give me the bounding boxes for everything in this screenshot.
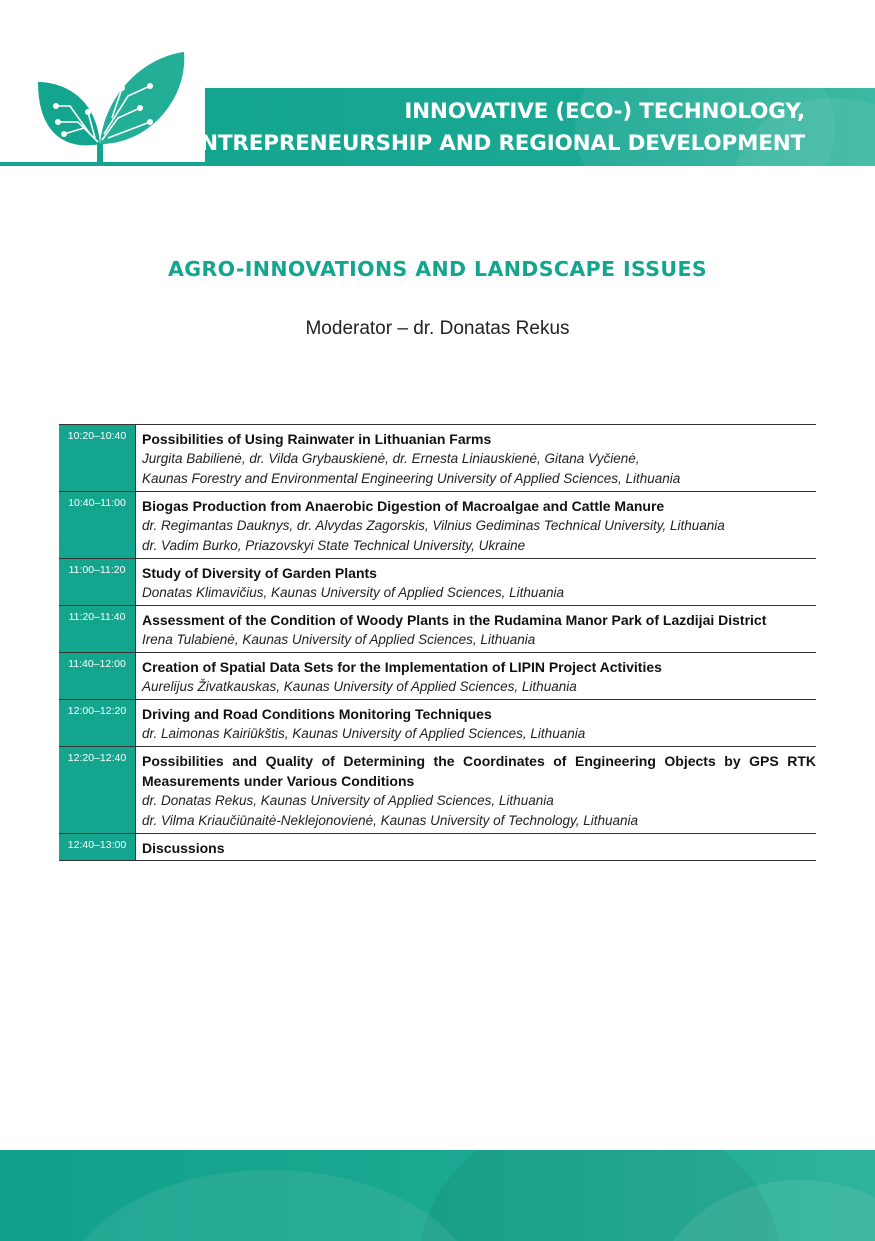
talk-authors: dr. Donatas Rekus, Kaunas University of Applied Sciences, Lithuania [142, 793, 554, 808]
talk-title: Possibilities and Quality of Determining the Coordinates of Engineering Objects by GPS RTK Measurements under Various Conditions [142, 753, 816, 789]
talk-authors: dr. Laimonas Kairiūkštis, Kaunas University of Applied Sciences, Lithuania [142, 726, 586, 741]
talk-details [136, 653, 817, 700]
time-slot: 11:20–11:40 [59, 606, 136, 653]
time-slot: 10:20–10:40 [59, 425, 136, 492]
schedule-row [59, 747, 816, 834]
conference-title [186, 96, 805, 160]
schedule-row [59, 425, 816, 492]
time-slot: 12:40–13:00 [59, 834, 136, 861]
talk-title: Biogas Production from Anaerobic Digestion of Macroalgae and Cattle Manure [142, 498, 665, 514]
time-slot: 12:20–12:40 [59, 747, 136, 834]
moderator: Moderator – dr. Donatas Rekus [305, 318, 570, 339]
talk-authors: Jurgita Babilienė, dr. Vilda Grybauskienė, dr. Ernesta Liniauskienė, Gitana Vyčienė, [142, 451, 640, 466]
talk-details [136, 834, 817, 861]
talk-details [136, 425, 817, 492]
talk-authors: dr. Vadim Burko, Priazovskyi State Technical University, Ukraine [142, 538, 526, 553]
talk-title: Discussions [142, 840, 225, 856]
talk-authors: Irena Tulabienė, Kaunas University of Applied Sciences, Lithuania [142, 632, 536, 647]
talk-title: Possibilities of Using Rainwater in Lithuanian Farms [142, 431, 492, 447]
talk-authors: dr. Vilma Kriaučiūnaitė-Neklejonovienė, Kaunas University of Technology, Lithuania [142, 813, 639, 828]
conference-title-line2: ENTREPRENEURSHIP AND REGIONAL DEVELOPMENT [185, 131, 805, 156]
schedule-row [59, 492, 816, 559]
talk-authors: dr. Regimantas Dauknys, dr. Alvydas Zagorskis, Vilnius Gediminas Technical University, Lithuania [142, 518, 725, 533]
talk-authors: Kaunas Forestry and Environmental Engineering University of Applied Sciences, Lithuania [142, 471, 681, 486]
talk-title: Creation of Spatial Data Sets for the Implementation of LIPIN Project Activities [142, 659, 662, 675]
talk-title: Driving and Road Conditions Monitoring Techniques [142, 706, 492, 722]
talk-title: Study of Diversity of Garden Plants [142, 565, 377, 581]
talk-details [136, 492, 817, 559]
talk-authors: Aurelijus Živatkauskas, Kaunas University of Applied Sciences, Lithuania [142, 679, 577, 694]
leaf-circuit-logo-icon [0, 48, 205, 168]
schedule-row [59, 653, 816, 700]
time-slot: 10:40–11:00 [59, 492, 136, 559]
header-base-line [0, 162, 210, 166]
talk-title: Assessment of the Condition of Woody Plants in the Rudamina Manor Park of Lazdijai District [142, 612, 767, 628]
schedule-table [59, 424, 816, 861]
talk-details [136, 559, 817, 606]
schedule-row [59, 700, 816, 747]
conference-title-line1: INNOVATIVE (ECO-) TECHNOLOGY, [404, 99, 805, 124]
schedule-row [59, 834, 816, 861]
talk-details [136, 606, 817, 653]
schedule-row [59, 606, 816, 653]
schedule-row [59, 559, 816, 606]
section-title: AGRO-INNOVATIONS AND LANDSCAPE ISSUES [167, 257, 708, 281]
footer-banner [0, 1150, 875, 1241]
time-slot: 11:40–12:00 [59, 653, 136, 700]
time-slot: 11:00–11:20 [59, 559, 136, 606]
time-slot: 12:00–12:20 [59, 700, 136, 747]
talk-details [136, 747, 817, 834]
talk-authors: Donatas Klimavičius, Kaunas University of Applied Sciences, Lithuania [142, 585, 564, 600]
talk-details [136, 700, 817, 747]
